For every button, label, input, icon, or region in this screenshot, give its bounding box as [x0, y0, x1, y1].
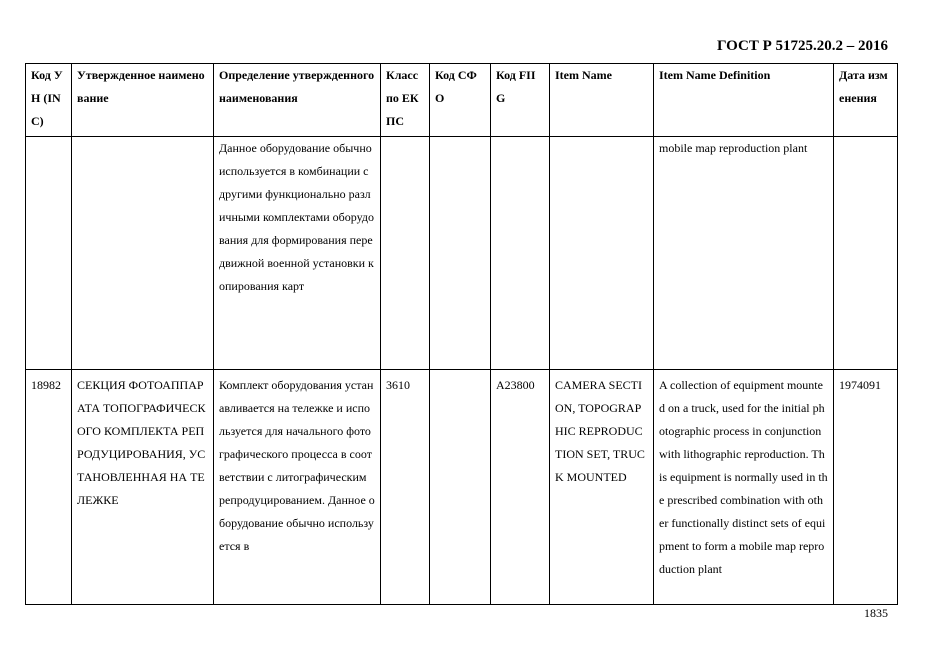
- cell-sfo: [430, 370, 491, 605]
- cell-code: [26, 137, 72, 370]
- header-date: Дата изменения: [834, 64, 898, 137]
- cell-fiig: A23800: [491, 370, 550, 605]
- cell-date: 1974091: [834, 370, 898, 605]
- table-row: [26, 137, 898, 370]
- table-row: [26, 370, 898, 605]
- header-item-definition: Item Name Definition: [654, 64, 834, 137]
- header-sfo: Код СФО: [430, 64, 491, 137]
- cell-code: 18982: [26, 370, 72, 605]
- cell-class: 3610: [381, 370, 430, 605]
- cell-definition-ru: Комплект оборудования устанавливается на тележке и используется для начального фотографического процесса в соответствии с литографическим репродуцированием. Данное оборудование обычно используется в: [214, 370, 381, 605]
- cell-name-ru: СЕКЦИЯ ФОТОАППАРАТА ТОПОГРАФИЧЕСКОГО КОМПЛЕКТА РЕПРОДУЦИРОВАНИЯ, УСТАНОВЛЕННАЯ НА ТЕЛЕЖКЕ: [72, 370, 214, 605]
- header-name-ru: Утвержденное наименование: [72, 64, 214, 137]
- header-class: Класс по ЕКПС: [381, 64, 430, 137]
- cell-item-name: CAMERA SECTION, TOPOGRAPHIC REPRODUCTION SET, TRUCK MOUNTED: [550, 370, 654, 605]
- cell-definition-ru: Данное оборудование обычно используется в комбинации с другими функционально различными комплектами оборудования для формирования передвижной военной установки копирования карт: [214, 137, 381, 370]
- cell-fiig: [491, 137, 550, 370]
- header-item-name: Item Name: [550, 64, 654, 137]
- cell-date: [834, 137, 898, 370]
- header-definition-ru: Определение утвержденного наименования: [214, 64, 381, 137]
- catalog-table: [25, 63, 898, 605]
- cell-item-definition: A collection of equipment mounted on a truck, used for the initial photographic process in conjunction with lithographic reproduction. This equipment is normally used in the prescribed combination with other functionally distinct sets of equipment to form a mobile map reproduction plant: [654, 370, 834, 605]
- page-number: 1835: [864, 606, 888, 620]
- cell-sfo: [430, 137, 491, 370]
- standard-number: ГОСТ Р 51725.20.2 – 2016: [716, 38, 888, 54]
- table-header-row: [26, 64, 898, 137]
- cell-class: [381, 137, 430, 370]
- cell-item-definition: mobile map reproduction plant: [654, 137, 834, 370]
- cell-item-name: [550, 137, 654, 370]
- cell-name-ru: [72, 137, 214, 370]
- header-fiig: Код FIIG: [491, 64, 550, 137]
- header-code: Код УН (INC): [26, 64, 72, 137]
